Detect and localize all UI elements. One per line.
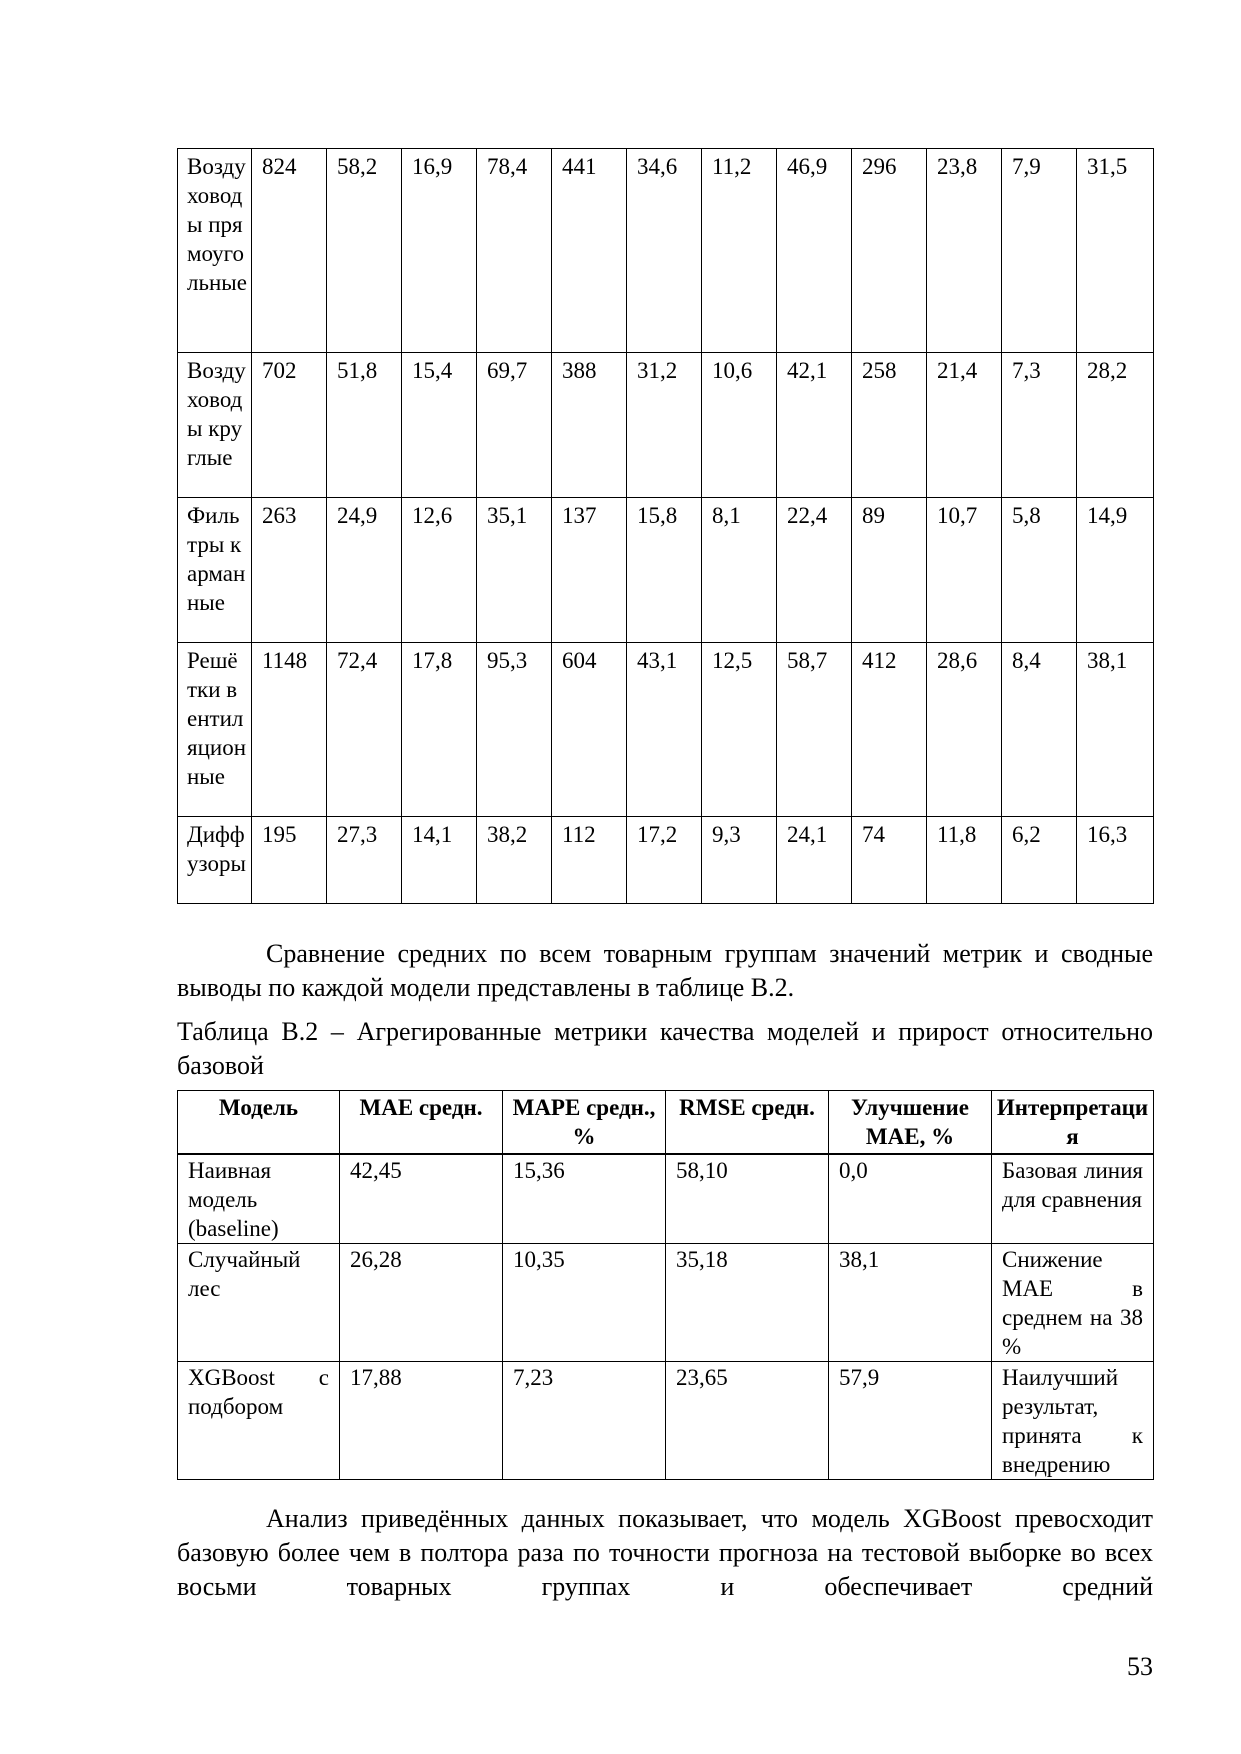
table-cell: 35,1 <box>477 498 552 643</box>
row-label: Воздуховоды прямоугольные <box>178 149 252 353</box>
table-cell: 58,2 <box>327 149 402 353</box>
table-cell: 8,4 <box>1002 643 1077 817</box>
aggregated-metrics-table <box>177 1090 1154 1480</box>
table-cell: 78,4 <box>477 149 552 353</box>
table-cell: 31,2 <box>627 353 702 498</box>
table-cell: 263 <box>252 498 327 643</box>
table-cell: 34,6 <box>627 149 702 353</box>
table-cell: 89 <box>852 498 927 643</box>
table-cell: 12,6 <box>402 498 477 643</box>
table-cell: 57,9 <box>829 1362 992 1480</box>
page-number: 53 <box>1127 1652 1153 1681</box>
table-row <box>178 353 1154 498</box>
table-cell: 26,28 <box>340 1244 503 1362</box>
interpretation-cell: Снижение MAE в среднем на 38 % <box>992 1244 1154 1362</box>
table-cell: 28,6 <box>927 643 1002 817</box>
column-header: Интерпретация <box>992 1091 1154 1155</box>
table-cell: 10,6 <box>702 353 777 498</box>
table-row <box>178 1244 1154 1362</box>
table-cell: 412 <box>852 643 927 817</box>
table-cell: 702 <box>252 353 327 498</box>
table-cell: 58,10 <box>666 1154 829 1244</box>
table-cell: 6,2 <box>1002 817 1077 904</box>
table-cell: 5,8 <box>1002 498 1077 643</box>
row-label: Решётки вентиляционные <box>178 643 252 817</box>
table-cell: 7,3 <box>1002 353 1077 498</box>
table-cell: 31,5 <box>1077 149 1154 353</box>
table-cell: 17,8 <box>402 643 477 817</box>
table-cell: 17,2 <box>627 817 702 904</box>
table-cell: 14,1 <box>402 817 477 904</box>
table-cell: 38,1 <box>829 1244 992 1362</box>
table-cell: 441 <box>552 149 627 353</box>
interpretation-cell: Базовая линия для сравнения <box>992 1154 1154 1244</box>
table-cell: 10,7 <box>927 498 1002 643</box>
table-cell: 46,9 <box>777 149 852 353</box>
table-cell: 38,1 <box>1077 643 1154 817</box>
table-cell: 12,5 <box>702 643 777 817</box>
table-cell: 11,2 <box>702 149 777 353</box>
table-cell: 15,36 <box>503 1154 666 1244</box>
table-cell: 42,1 <box>777 353 852 498</box>
column-header: Улучшение MAE, % <box>829 1091 992 1155</box>
table-cell: 7,23 <box>503 1362 666 1480</box>
metrics-by-group-table <box>177 148 1154 904</box>
table-cell: 72,4 <box>327 643 402 817</box>
table-cell: 27,3 <box>327 817 402 904</box>
table-cell: 23,8 <box>927 149 1002 353</box>
table-cell: 28,2 <box>1077 353 1154 498</box>
row-label: Воздуховоды круглые <box>178 353 252 498</box>
table-cell: 35,18 <box>666 1244 829 1362</box>
table-row <box>178 498 1154 643</box>
table-cell: 16,9 <box>402 149 477 353</box>
table-cell: 11,8 <box>927 817 1002 904</box>
table-cell: 74 <box>852 817 927 904</box>
table-cell: 58,7 <box>777 643 852 817</box>
table-cell: 16,3 <box>1077 817 1154 904</box>
table-cell: 15,4 <box>402 353 477 498</box>
table-cell: 69,7 <box>477 353 552 498</box>
column-header: Модель <box>178 1091 340 1155</box>
table-cell: 24,1 <box>777 817 852 904</box>
interpretation-cell: Наилучший результат, принята к внедрению <box>992 1362 1154 1480</box>
column-header: MAE средн. <box>340 1091 503 1155</box>
table-cell: 1148 <box>252 643 327 817</box>
table-cell: 137 <box>552 498 627 643</box>
table-cell: 95,3 <box>477 643 552 817</box>
table-cell: 258 <box>852 353 927 498</box>
table-cell: 51,8 <box>327 353 402 498</box>
table-cell: 112 <box>552 817 627 904</box>
table-cell: 24,9 <box>327 498 402 643</box>
table-cell: 21,4 <box>927 353 1002 498</box>
table-row <box>178 817 1154 904</box>
table-row <box>178 149 1154 353</box>
table-row <box>178 1154 1154 1244</box>
model-name: Случайный лес <box>178 1244 340 1362</box>
table-cell: 23,65 <box>666 1362 829 1480</box>
table-header-row <box>178 1091 1154 1155</box>
table-cell: 388 <box>552 353 627 498</box>
table-cell: 195 <box>252 817 327 904</box>
column-header: MAPE средн., % <box>503 1091 666 1155</box>
table-cell: 8,1 <box>702 498 777 643</box>
table-cell: 43,1 <box>627 643 702 817</box>
table-cell: 9,3 <box>702 817 777 904</box>
table-cell: 296 <box>852 149 927 353</box>
table-cell: 42,45 <box>340 1154 503 1244</box>
column-header: RMSE средн. <box>666 1091 829 1155</box>
body-paragraph: Анализ приведённых данных показывает, что модель XGBoost превосходит базовую более чем в полтора раза по точности прогноза на тестовой выборке во всех восьми товарных группах и обеспечивает средний <box>177 1504 1153 1601</box>
table-cell: 7,9 <box>1002 149 1077 353</box>
table-cell: 22,4 <box>777 498 852 643</box>
table-row <box>178 643 1154 817</box>
table-caption: Таблица В.2 – Агрегированные метрики качества моделей и прирост относительно базовой <box>177 1017 1153 1080</box>
table-cell: 0,0 <box>829 1154 992 1244</box>
row-label: Фильтры карманные <box>178 498 252 643</box>
model-name: Наивная модель (baseline) <box>178 1154 340 1244</box>
table-cell: 15,8 <box>627 498 702 643</box>
table-cell: 14,9 <box>1077 498 1154 643</box>
model-name: XGBoost с подбором <box>178 1362 340 1480</box>
table-cell: 604 <box>552 643 627 817</box>
table-row <box>178 1362 1154 1480</box>
table-cell: 38,2 <box>477 817 552 904</box>
table-cell: 10,35 <box>503 1244 666 1362</box>
table-cell: 17,88 <box>340 1362 503 1480</box>
row-label: Диффузоры <box>178 817 252 904</box>
table-cell: 824 <box>252 149 327 353</box>
body-paragraph: Сравнение средних по всем товарным группам значений метрик и сводные выводы по каждой модели представлены в таблице В.2. <box>177 939 1153 1002</box>
